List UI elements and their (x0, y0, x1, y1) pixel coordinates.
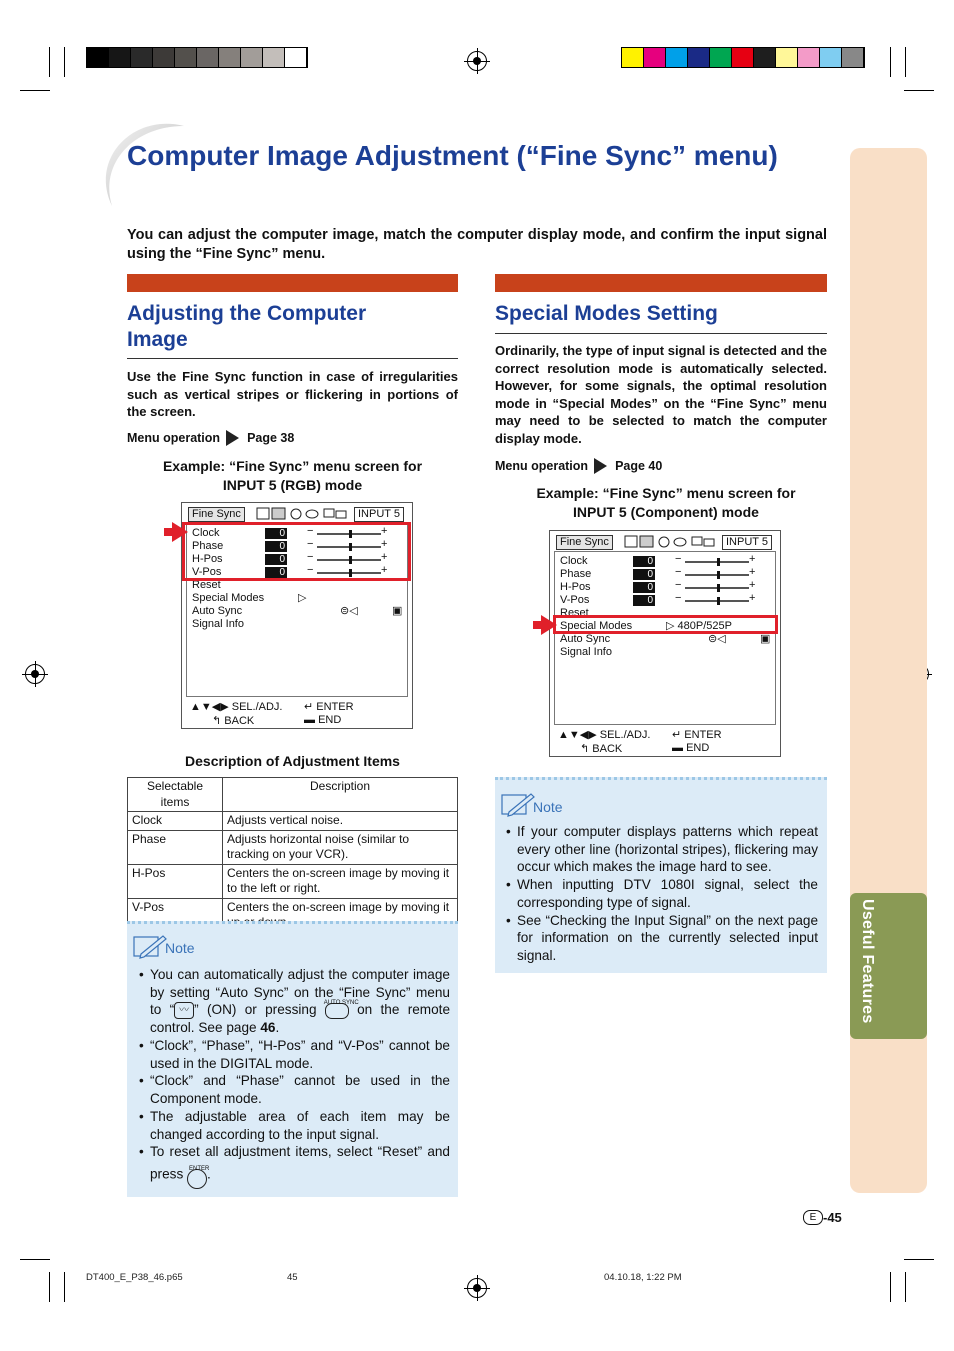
color-swatch (241, 48, 263, 67)
special-modes-arrow-icon: ▷ (298, 592, 307, 604)
osd-item-signal-info[interactable]: Signal Info (560, 646, 612, 658)
special-modes-value[interactable]: ▷ 480P/525P (666, 620, 732, 632)
menu-operation-label: Menu operation (127, 431, 221, 445)
osd-slider-clock[interactable]: 0 − + (265, 528, 405, 537)
auto-sync-remote-icon: ▣ (392, 605, 403, 617)
registration-mark-bottom (467, 1278, 487, 1298)
osd-item-special-modes[interactable]: Special Modes (192, 592, 265, 604)
osd-item-signal-info[interactable]: Signal Info (192, 618, 244, 630)
note-list-left (139, 966, 450, 1189)
crop-mark (904, 1259, 934, 1260)
crop-mark (49, 1272, 50, 1302)
color-swatch (263, 48, 285, 67)
crop-mark (904, 90, 934, 91)
heading-rule-left (127, 358, 458, 359)
osd-footer-back: ↰ BACK (580, 743, 623, 755)
osd-slider-h-pos[interactable]: 0 − + (633, 582, 773, 591)
color-swatch (842, 48, 864, 67)
note-box-right (495, 777, 827, 973)
special-modes-body-text: Ordinarily, the type of input signal is detected and the correct resolution mode is automatically selected. However, for some signals, the optimal resolution mode in “Special Modes” on the “Fine Sync” menu may need to be selected to match the computer display mode. (495, 343, 827, 446)
example-line-1: Example: “Fine Sync” menu screen for (536, 485, 796, 501)
auto-sync-icon: ⊜◁ (340, 605, 358, 617)
color-swatch (219, 48, 241, 67)
enter-button-icon: ENTER (187, 1169, 207, 1189)
osd-item-special-modes[interactable]: Special Modes (560, 620, 633, 632)
crop-mark (905, 47, 906, 77)
crop-mark (64, 47, 65, 77)
section-heading-adjusting (127, 301, 458, 353)
pencil-icon (133, 934, 167, 960)
color-swatch (285, 48, 307, 67)
highlight-box-sliders (182, 522, 411, 581)
note-item: • “Clock” and “Phase” cannot be used in the Component mode. (139, 1072, 450, 1107)
heading-rule-right (495, 333, 827, 334)
auto-sync-icon: ⊜◁ (708, 633, 726, 645)
color-swatch (109, 48, 131, 67)
osd-tab-fine-sync: Fine Sync (556, 535, 613, 550)
table-header: Selectable items (128, 778, 223, 812)
color-swatch (776, 48, 798, 67)
osd-menu-icons (624, 535, 716, 549)
crop-mark (20, 90, 50, 91)
osd-item-clock[interactable]: Clock (560, 555, 588, 567)
table-row (128, 864, 458, 898)
osd-slider-phase[interactable]: 0 − + (633, 569, 773, 578)
osd-footer-back: ↰ BACK (212, 715, 255, 727)
note-box-left (127, 921, 458, 1197)
note-title-right: Note (533, 799, 563, 815)
section-bar-left (127, 274, 458, 292)
registration-mark-left (25, 664, 45, 684)
table-cell: Adjusts horizontal noise (similar to tracking on your VCR). (223, 830, 458, 864)
osd-tab-fine-sync: Fine Sync (188, 507, 245, 522)
osd-slider-h-pos[interactable]: 0 − + (265, 554, 405, 563)
color-swatch (688, 48, 710, 67)
osd-slider-v-pos[interactable]: 0 − + (633, 595, 773, 604)
table-header-row (128, 778, 458, 812)
osd-footer-sel: ▲▼◀▶ SEL./ADJ. (190, 701, 283, 713)
pencil-icon (501, 792, 535, 818)
osd-item-phase[interactable]: Phase (192, 540, 224, 552)
color-swatch (710, 48, 732, 67)
color-swatch (197, 48, 219, 67)
highlight-box-special-modes (553, 615, 778, 634)
table-row (128, 830, 458, 864)
red-pointer-arrow-icon (541, 615, 557, 635)
crop-mark (49, 47, 50, 77)
color-swatch (732, 48, 754, 67)
menu-operation-right (495, 458, 662, 474)
section-bar-right (495, 274, 827, 292)
menu-operation-left (127, 430, 294, 446)
process-color-bar (621, 47, 865, 68)
osd-footer-enter: ↵ ENTER (672, 729, 722, 741)
example-caption-left (127, 457, 458, 495)
auto-sync-remote-icon: ▣ (760, 633, 771, 645)
footer-date: 04.10.18, 1:22 PM (604, 1272, 682, 1283)
color-swatch (820, 48, 842, 67)
adjustment-items-table (127, 777, 458, 933)
osd-item-reset[interactable]: Reset (560, 607, 589, 619)
table-cell: Centers the on-screen image by moving it to the left or right. (223, 864, 458, 898)
example-line-2: INPUT 5 (Component) mode (573, 504, 759, 520)
table-row (128, 812, 458, 831)
registration-mark-top (467, 51, 487, 71)
osd-footer-enter: ↵ ENTER (304, 701, 354, 713)
right-arrow-icon (594, 458, 607, 474)
grayscale-color-bar (86, 47, 308, 68)
osd-slider-phase[interactable]: 0 − + (265, 541, 405, 550)
note-item: • To reset all adjustment items, select “Reset” and press ENTER . (139, 1143, 450, 1189)
note-item: • “Clock”, “Phase”, “H-Pos” and “V-Pos” cannot be used in the DIGITAL mode. (139, 1037, 450, 1072)
osd-item-reset[interactable]: Reset (192, 579, 221, 591)
footer-file: DT400_E_P38_46.p65 (86, 1272, 183, 1283)
osd-item-clock[interactable]: Clock (192, 527, 220, 539)
crop-mark (890, 1272, 891, 1302)
osd-menu-icons (256, 507, 348, 521)
osd-slider-clock[interactable]: 0 − + (633, 556, 773, 565)
osd-item-v-pos[interactable]: V-Pos (560, 594, 590, 606)
note-item: • You can automatically adjust the computer image by setting “Auto Sync” on the “Fine Sync” menu to “ 〰 ” (ON) or pressing AUTO SYNC on the remote control. See page 46. (139, 966, 450, 1037)
osd-footer-end: ▬ END (672, 742, 710, 754)
table-cell: Centers the on-screen image by moving it (223, 898, 458, 932)
osd-screen-component (549, 530, 781, 757)
color-swatch (622, 48, 644, 67)
example-line-1: Example: “Fine Sync” menu screen for (162, 458, 423, 474)
example-caption-right (495, 484, 837, 522)
color-swatch (666, 48, 688, 67)
note-item: • If your computer displays patterns which repeat every other line (horizontal stripes), flickering may occur which makes the image hard to see. (506, 823, 818, 876)
example-line-2: INPUT 5 (RGB) mode (222, 477, 363, 493)
color-swatch (131, 48, 153, 67)
osd-item-auto-sync[interactable]: Auto Sync (192, 605, 243, 617)
menu-operation-label: Menu operation (495, 459, 589, 473)
osd-slider-v-pos[interactable]: 0 − + (265, 567, 405, 576)
osd-input-indicator: INPUT 5 (722, 535, 772, 550)
page-number: E -45 (803, 1210, 842, 1225)
menu-operation-page[interactable]: Page 38 (247, 431, 295, 445)
color-swatch (175, 48, 197, 67)
note-item: • See “Checking the Input Signal” on the next page for information on the currently selected input signal. (506, 912, 818, 965)
note-list-right (506, 823, 818, 965)
osd-item-phase[interactable]: Phase (560, 568, 592, 580)
auto-sync-button-icon: AUTO SYNC (325, 1003, 349, 1019)
table-cell: Clock (128, 812, 223, 831)
table-cell: H-Pos (128, 864, 223, 898)
heading-line-2: Image (127, 328, 188, 351)
red-pointer-arrow-icon (172, 522, 188, 542)
osd-input-indicator: INPUT 5 (354, 507, 404, 522)
menu-operation-page[interactable]: Page 40 (615, 459, 663, 473)
side-tab-useful-features[interactable]: Useful Features (850, 893, 927, 1039)
color-swatch (754, 48, 776, 67)
crop-mark (890, 47, 891, 77)
auto-sync-on-icon: 〰 (174, 1002, 194, 1019)
osd-item-h-pos[interactable]: H-Pos (560, 581, 591, 593)
crop-mark (64, 1272, 65, 1302)
osd-item-auto-sync[interactable]: Auto Sync (560, 633, 611, 645)
osd-footer-sel: ▲▼◀▶ SEL./ADJ. (558, 729, 651, 741)
color-swatch (798, 48, 820, 67)
crop-mark (905, 1272, 906, 1302)
note-item: • The adjustable area of each item may be changed according to the input signal. (139, 1108, 450, 1143)
osd-item-v-pos[interactable]: V-Pos (192, 566, 222, 578)
color-swatch (153, 48, 175, 67)
heading-line-1: Adjusting the Computer (127, 302, 367, 325)
table-title: Description of Adjustment Items (185, 753, 400, 769)
color-swatch (87, 48, 109, 67)
adjusting-body-text: Use the Fine Sync function in case of irregularities such as vertical stripes or flickering in portions of the screen. (127, 369, 458, 420)
section-heading-special-modes: Special Modes Setting (495, 302, 718, 325)
page-title: Computer Image Adjustment (“Fine Sync” menu) (127, 140, 778, 171)
table-header: Description (223, 778, 458, 812)
color-swatch (644, 48, 666, 67)
note-item: • When inputting DTV 1080I signal, select the corresponding type of signal. (506, 876, 818, 911)
right-arrow-icon (226, 430, 239, 446)
footer-page: 45 (287, 1272, 298, 1283)
note-title-left: Note (165, 940, 195, 956)
osd-footer-end: ▬ END (304, 714, 342, 726)
table-cell: Phase (128, 830, 223, 864)
crop-mark (20, 1259, 50, 1260)
table-cell: V-Pos (128, 898, 223, 932)
table-cell: Adjusts vertical noise. (223, 812, 458, 831)
osd-item-h-pos[interactable]: H-Pos (192, 553, 223, 565)
page-prefix-badge: E (803, 1210, 823, 1225)
intro-text: You can adjust the computer image, match the computer display mode, and confirm the input signal using the “Fine Sync” menu. (127, 227, 827, 262)
